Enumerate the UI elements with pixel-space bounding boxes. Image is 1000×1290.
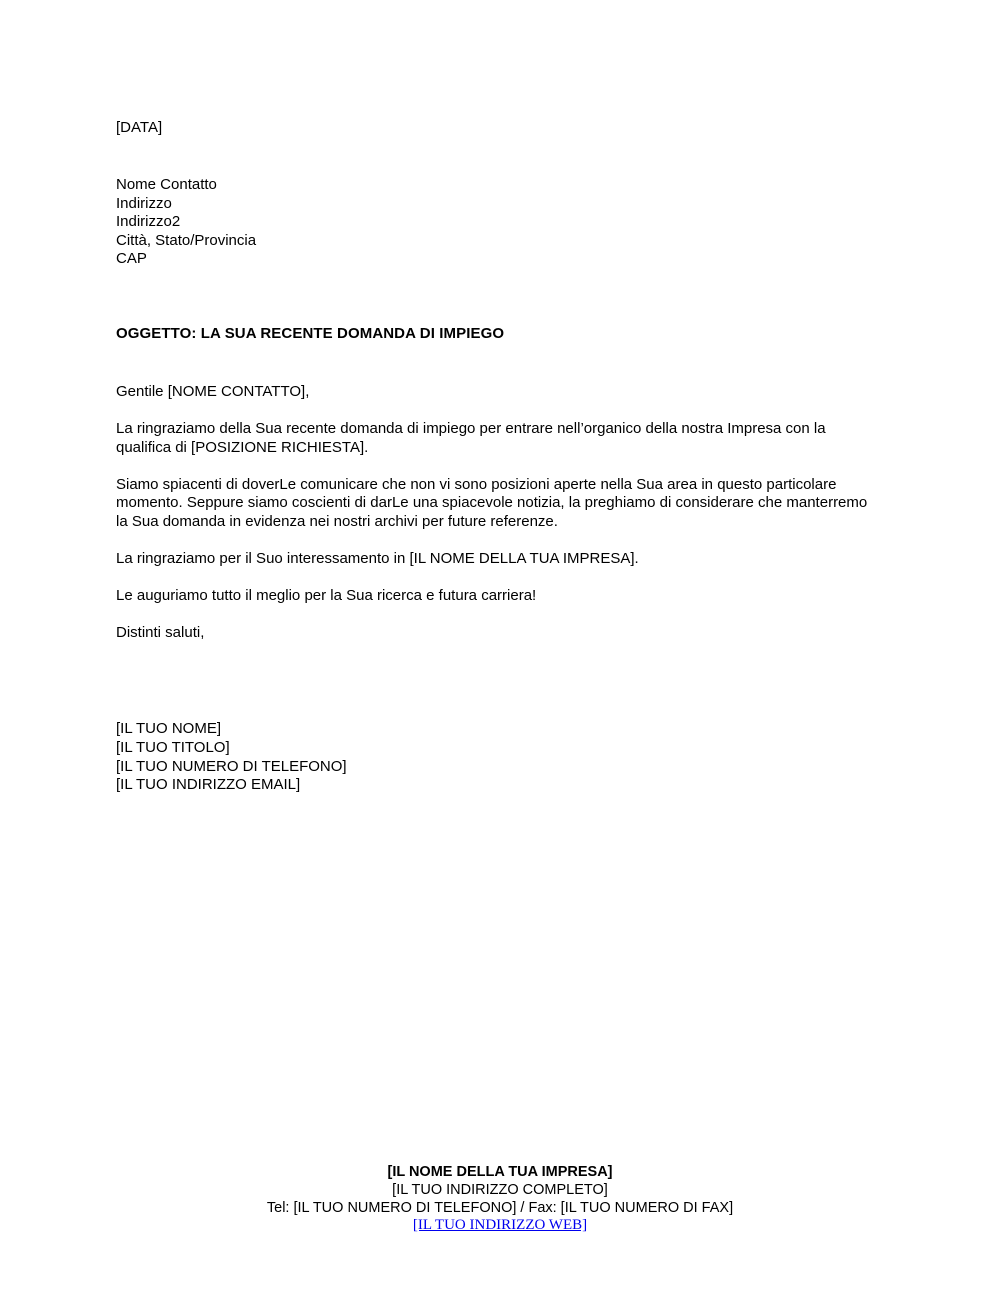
signature-block bbox=[116, 720, 347, 795]
address-line-street: Indirizzo bbox=[116, 194, 172, 212]
body-paragraph-4: Le auguriamo tutto il meglio per la Sua ricerca e futura carriera! bbox=[116, 586, 537, 604]
signature-title: [IL TUO TITOLO] bbox=[116, 738, 230, 756]
address-line-city-state: Città, Stato/Provincia bbox=[116, 231, 257, 249]
body-paragraph-1: La ringraziamo della Sua recente domanda di impiego per entrare nell’organico della nostra Impresa con la qualifica di [POSIZIONE RICHIESTA]. bbox=[116, 420, 826, 456]
address-line-name: Nome Contatto bbox=[116, 176, 217, 193]
date-line: [DATA] bbox=[116, 119, 163, 136]
letter-body bbox=[116, 420, 878, 642]
recipient-address-block bbox=[116, 176, 256, 269]
footer-website-link[interactable]: [IL TUO INDIRIZZO WEB] bbox=[412, 1217, 588, 1234]
footer-company-name: [IL NOME DELLA TUA IMPRESA] bbox=[387, 1164, 613, 1180]
salutation-line: Gentile [NOME CONTATTO], bbox=[116, 383, 310, 400]
signature-phone: [IL TUO NUMERO DI TELEFONO] bbox=[116, 757, 347, 775]
body-paragraph-2: Siamo spiacenti di doverLe comunicare che non vi sono posizioni aperte nella Sua area in questo particolare momento. Seppure siamo coscienti di darLe una spiacevole notizia, la preghiamo di considerare che manterremo la Sua domanda in evidenza nei nostri archivi per future referenze. bbox=[116, 475, 868, 531]
footer-contact: Tel: [IL TUO NUMERO DI TELEFONO] / Fax: [IL TUO NUMERO DI FAX] bbox=[266, 1199, 734, 1216]
signature-name: [IL TUO NOME] bbox=[116, 720, 222, 737]
address-line-postal-code: CAP bbox=[116, 250, 147, 267]
page-footer bbox=[0, 1164, 1000, 1235]
closing-line: Distinti saluti, bbox=[116, 623, 205, 641]
footer-address: [IL TUO INDIRIZZO COMPLETO] bbox=[392, 1181, 608, 1198]
footer-website-row bbox=[0, 1217, 1000, 1235]
address-line-street2: Indirizzo2 bbox=[116, 213, 181, 230]
body-paragraph-3: La ringraziamo per il Suo interessamento in [IL NOME DELLA TUA IMPRESA]. bbox=[116, 549, 639, 567]
signature-email: [IL TUO INDIRIZZO EMAIL] bbox=[116, 776, 301, 794]
subject-line: OGGETTO: LA SUA RECENTE DOMANDA DI IMPIEGO bbox=[116, 325, 505, 342]
